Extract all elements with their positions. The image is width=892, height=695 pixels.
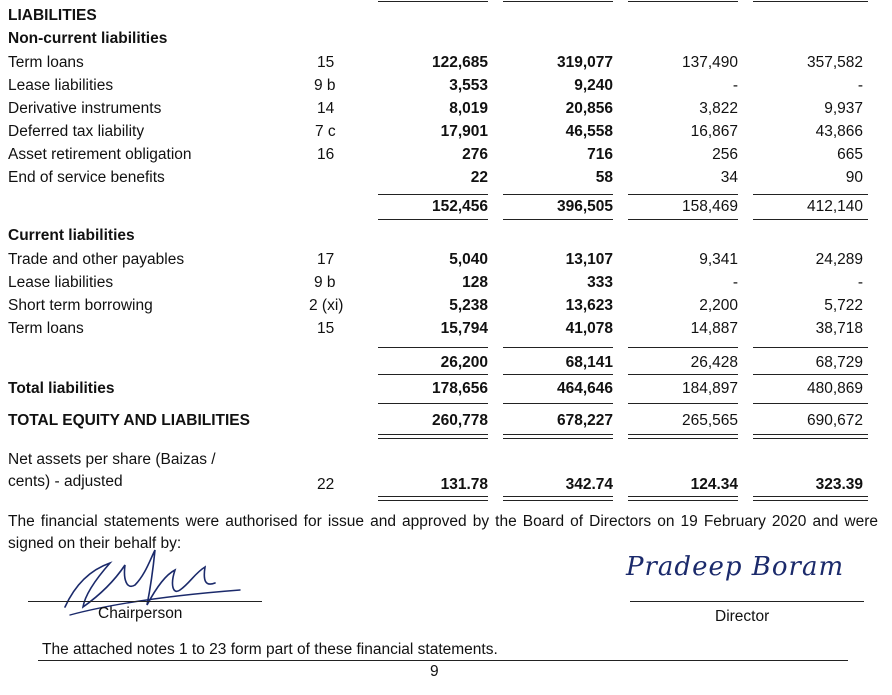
row-value-2019-omr: 5,040 — [449, 251, 488, 268]
subtotal-under-rule — [503, 219, 613, 220]
row-value-2018-usd: 665 — [837, 146, 863, 163]
total-value-2019-usd: 678,227 — [556, 412, 613, 429]
row-value-2019-omr: 128 — [462, 274, 488, 291]
row-note: 9 b — [314, 77, 336, 94]
total-rule — [753, 403, 868, 404]
double-rule — [378, 434, 488, 439]
row-value-2019-usd: 46,558 — [565, 123, 613, 140]
subtotal-under-rule — [378, 374, 488, 375]
double-rule — [503, 496, 613, 501]
total-equity-liabilities-label: TOTAL EQUITY AND LIABILITIES — [8, 412, 250, 429]
row-label: Trade and other payables — [8, 251, 185, 268]
row-label: Term loans — [8, 54, 84, 71]
row-label: Lease liabilities — [8, 77, 114, 94]
double-rule — [503, 434, 613, 439]
row-value-2018-usd: 24,289 — [815, 251, 863, 268]
row-label: Lease liabilities — [8, 274, 114, 291]
double-rule — [753, 434, 868, 439]
approval-text: The financial statements were authorised for issue and approved by the Board of Directors on 19 February 2020 and were signed on their behalf by: — [8, 513, 878, 552]
row-note: 17 — [317, 251, 335, 268]
row-value-2019-omr: 3,553 — [449, 77, 488, 94]
total-value-2019-omr: 260,778 — [431, 412, 488, 429]
subtotal-rule — [753, 347, 868, 348]
total-value-2019-usd: 464,646 — [556, 380, 613, 397]
total-value-2018-omr: 26,428 — [690, 354, 738, 371]
row-value-2018-omr: 2,200 — [699, 297, 738, 314]
row-note: 16 — [317, 146, 335, 163]
row-value-2019-usd: 20,856 — [565, 100, 613, 117]
total-value-2018-usd: 68,729 — [815, 354, 863, 371]
total-rule — [628, 403, 738, 404]
row-value-2018-usd: - — [857, 274, 863, 291]
total-rule — [503, 403, 613, 404]
row-value-2018-usd: 43,866 — [815, 123, 863, 140]
row-value-2019-omr: 5,238 — [449, 297, 488, 314]
total-value-2019-omr: 152,456 — [431, 198, 488, 215]
value-2018-usd: 323.39 — [815, 476, 863, 493]
subtotal-under-rule — [503, 374, 613, 375]
row-value-2019-omr: 15,794 — [440, 320, 488, 337]
page-number: 9 — [430, 663, 439, 680]
subtotal-under-rule — [628, 374, 738, 375]
subtotal-rule — [378, 347, 488, 348]
total-value-2018-usd: 480,869 — [806, 380, 863, 397]
row-label: Deferred tax liability — [8, 123, 145, 140]
row-value-2019-usd: 58 — [595, 169, 613, 186]
total-value-2018-omr: 265,565 — [681, 412, 738, 429]
total-value-2018-omr: 158,469 — [681, 198, 738, 215]
current-heading: Current liabilities — [8, 227, 135, 244]
row-value-2018-omr: 34 — [720, 169, 738, 186]
row-value-2019-usd: 333 — [587, 274, 613, 291]
chairperson-signature-line — [28, 601, 262, 602]
double-rule — [628, 496, 738, 501]
row-note: 2 (xi) — [309, 297, 344, 314]
noncurrent-heading: Non-current liabilities — [8, 30, 168, 47]
chairperson-title: Chairperson — [98, 605, 183, 622]
subtotal-under-rule — [753, 219, 868, 220]
row-note: 7 c — [315, 123, 336, 140]
director-signature-line — [630, 601, 864, 602]
row-note: 15 — [317, 54, 335, 71]
row-value-2019-omr: 17,901 — [440, 123, 488, 140]
row-label: Term loans — [8, 320, 84, 337]
row-value-2019-usd: 319,077 — [556, 54, 613, 71]
row-value-2018-omr: 16,867 — [690, 123, 738, 140]
row-value-2019-omr: 276 — [462, 146, 488, 163]
director-title: Director — [715, 608, 770, 625]
subtotal-rule — [503, 194, 613, 195]
top-rule-col4 — [753, 1, 868, 2]
total-value-2018-usd: 412,140 — [806, 198, 863, 215]
row-value-2019-usd: 41,078 — [565, 320, 613, 337]
top-rule-col3 — [628, 1, 738, 2]
row-value-2018-usd: 5,722 — [824, 297, 863, 314]
total-value-2019-usd: 396,505 — [556, 198, 613, 215]
footer-rule — [38, 660, 848, 661]
subtotal-rule — [753, 194, 868, 195]
row-value-2019-usd: 13,107 — [565, 251, 613, 268]
row-value-2018-omr: - — [732, 274, 738, 291]
subtotal-under-rule — [753, 374, 868, 375]
row-note: 22 — [317, 476, 335, 493]
double-rule — [628, 434, 738, 439]
row-value-2018-omr: 256 — [712, 146, 738, 163]
top-rule-col1 — [378, 1, 488, 2]
total-value-2019-usd: 68,141 — [565, 354, 613, 371]
row-value-2018-usd: 357,582 — [806, 54, 863, 71]
row-note: 14 — [317, 100, 335, 117]
total-value-2019-omr: 178,656 — [431, 380, 488, 397]
subtotal-under-rule — [378, 219, 488, 220]
row-value-2018-omr: 137,490 — [681, 54, 738, 71]
row-value-2018-omr: - — [732, 77, 738, 94]
total-value-2018-usd: 690,672 — [806, 412, 863, 429]
total-rule — [378, 403, 488, 404]
row-value-2018-omr: 14,887 — [690, 320, 738, 337]
row-value-2018-usd: 90 — [845, 169, 863, 186]
section-title: LIABILITIES — [8, 7, 97, 24]
row-value-2019-omr: 122,685 — [431, 54, 488, 71]
row-note: 9 b — [314, 274, 336, 291]
value-2019-omr: 131.78 — [440, 476, 488, 493]
row-value-2018-usd: 38,718 — [815, 320, 863, 337]
subtotal-under-rule — [628, 219, 738, 220]
subtotal-rule — [628, 347, 738, 348]
director-signature: Pradeep Boram — [626, 552, 845, 582]
row-value-2018-usd: 9,937 — [824, 100, 863, 117]
row-label: End of service benefits — [8, 169, 165, 186]
total-value-2018-omr: 184,897 — [681, 380, 738, 397]
value-2018-omr: 124.34 — [690, 476, 738, 493]
double-rule — [753, 496, 868, 501]
subtotal-rule — [628, 194, 738, 195]
top-rule-col2 — [503, 1, 613, 2]
footer-note: The attached notes 1 to 23 form part of these financial statements. — [42, 641, 498, 658]
subtotal-rule — [378, 194, 488, 195]
total-value-2019-omr: 26,200 — [440, 354, 488, 371]
row-label: Short term borrowing — [8, 297, 153, 314]
net-assets-label-line2: cents) - adjusted — [8, 473, 123, 490]
row-value-2018-usd: - — [857, 77, 863, 94]
total-liabilities-label: Total liabilities — [8, 380, 115, 397]
row-label: Derivative instruments — [8, 100, 162, 117]
net-assets-label-line1: Net assets per share (Baizas / — [8, 451, 216, 468]
row-value-2019-usd: 9,240 — [574, 77, 613, 94]
value-2019-usd: 342.74 — [565, 476, 613, 493]
row-value-2019-usd: 716 — [587, 146, 613, 163]
row-label: Asset retirement obligation — [8, 146, 192, 163]
row-value-2019-omr: 22 — [470, 169, 488, 186]
row-value-2019-usd: 13,623 — [565, 297, 613, 314]
row-note: 15 — [317, 320, 335, 337]
double-rule — [378, 496, 488, 501]
row-value-2018-omr: 9,341 — [699, 251, 738, 268]
row-value-2018-omr: 3,822 — [699, 100, 738, 117]
row-value-2019-omr: 8,019 — [449, 100, 488, 117]
subtotal-rule — [503, 347, 613, 348]
